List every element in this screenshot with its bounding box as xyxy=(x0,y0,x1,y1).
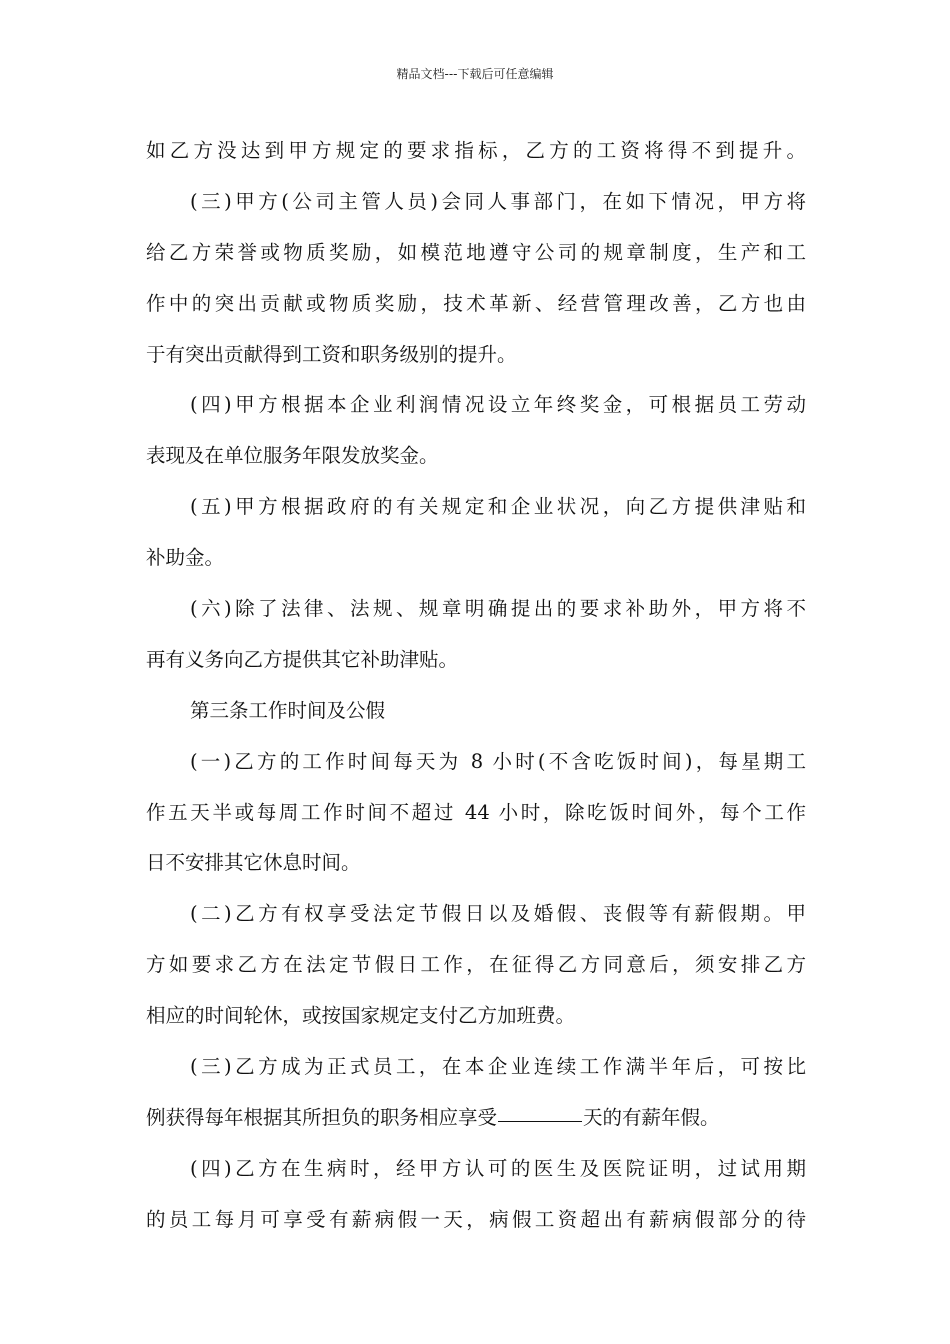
paragraph-line: 相应的时间轮休，或按国家规定支付乙方加班费。 xyxy=(146,1004,576,1028)
page-header: 精品文档---下载后可任意编辑 xyxy=(396,67,554,81)
paragraph-line: (四)乙方在生病时，经甲方认可的医生及医院证明，过试用期 xyxy=(190,1156,806,1180)
paragraph-line: 再有义务向乙方提供其它补助津贴。 xyxy=(146,647,459,671)
paragraph-line: (六)除了法律、法规、规章明确提出的要求补助外，甲方将不 xyxy=(190,597,806,621)
paragraph-line: 给乙方荣誉或物质奖励，如模范地遵守公司的规章制度，生产和工 xyxy=(146,240,806,264)
paragraph-line: 日不安排其它休息时间。 xyxy=(146,851,361,875)
paragraph-line: 补助金。 xyxy=(146,546,225,570)
line-text-before-blank: 例获得每年根据其所担负的职务相应享受 xyxy=(146,1105,498,1129)
paragraph-line: (二)乙方有权享受法定节假日以及婚假、丧假等有薪假期。甲 xyxy=(190,902,806,926)
paragraph-line: 作五天半或每周工作时间不超过 44 小时，除吃饭时间外，每个工作 xyxy=(146,800,806,824)
paragraph-line: (五)甲方根据政府的有关规定和企业状况，向乙方提供津贴和 xyxy=(190,495,806,519)
paragraph-line: 作中的突出贡献或物质奖励，技术革新、经营管理改善，乙方也由 xyxy=(146,291,806,315)
paragraph-line: 的员工每月可享受有薪病假一天，病假工资超出有薪病假部分的待 xyxy=(146,1207,806,1231)
fill-in-blank xyxy=(498,1099,582,1122)
paragraph-line: 表现及在单位服务年限发放奖金。 xyxy=(146,444,439,468)
paragraph-line: (一)乙方的工作时间每天为 8 小时(不含吃饭时间)，每星期工 xyxy=(190,749,806,773)
section-heading: 第三条工作时间及公假 xyxy=(190,698,386,722)
line-text-after-blank: 天的有薪年假。 xyxy=(583,1105,720,1129)
paragraph-line: 于有突出贡献得到工资和职务级别的提升。 xyxy=(146,342,517,366)
paragraph-line: (三)乙方成为正式员工，在本企业连续工作满半年后，可按比 xyxy=(190,1055,806,1079)
paragraph-line: 方如要求乙方在法定节假日工作，在征得乙方同意后，须安排乙方 xyxy=(146,953,806,977)
paragraph-line: (四)甲方根据本企业利润情况设立年终奖金，可根据员工劳动 xyxy=(190,393,806,417)
paragraph-line: (三)甲方(公司主管人员)会同人事部门，在如下情况，甲方将 xyxy=(190,189,806,213)
paragraph-line xyxy=(146,1093,806,1144)
document-body xyxy=(146,126,806,1246)
paragraph-line: 如乙方没达到甲方规定的要求指标，乙方的工资将得不到提升。 xyxy=(146,139,806,162)
